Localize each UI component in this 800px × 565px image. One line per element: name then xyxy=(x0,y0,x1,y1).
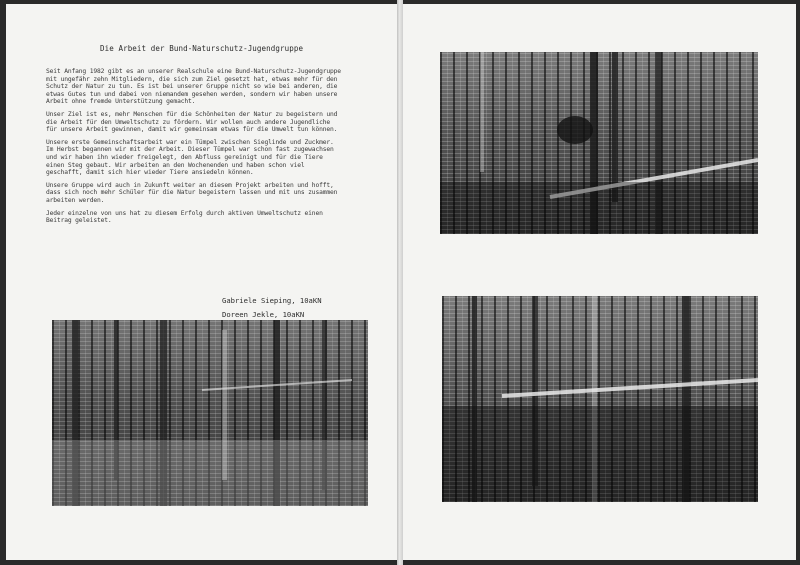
book-gutter xyxy=(397,0,403,565)
photo-forest-footbridge-bottom xyxy=(442,296,758,502)
signature-line-2: Doreen Jekle, 10aKN xyxy=(222,310,305,319)
paragraph-3: Unsere erste Gemeinschaftsarbeit war ein Tümpel zwischen Sieglinde und Zuckmer. Im Herbst begannen wir mit der Arbeit. Dieser Tümpel war schon fast zugewachsen und wir haben ihn wieder freigelegt, den Abfluss gereinigt und für die Tiere einen Steg gebaut. Wir arbeiten an den Wochenenden und haben schon viel geschafft, damit sich hier wieder Tiere ansiedeln können. xyxy=(46,138,334,177)
article-title: Die Arbeit der Bund-Naturschutz-Jugendgruppe xyxy=(100,44,304,53)
photo-forest-footbridge-top-image xyxy=(440,52,758,234)
paragraph-5: Jeder einzelne von uns hat zu diesem Erfolg durch aktiven Umweltschutz einen Beitrag geleistet. xyxy=(46,209,323,225)
photo-forest-pond-left xyxy=(52,320,368,506)
paragraph-4: Unsere Gruppe wird auch in Zukunft weiter an diesem Projekt arbeiten und hofft, dass sich noch mehr Schüler für die Natur begeistern lassen und mit uns zusammen arbeiten werden. xyxy=(46,181,338,204)
photo-forest-footbridge-top xyxy=(440,52,758,234)
paragraph-2: Unser Ziel ist es, mehr Menschen für die Schönheiten der Natur zu begeistern und die Arbeit für den Umweltschutz zu fördern. Wir wollen auch andere Jugendliche für unsere Arbeit gewinnen, damit wir gemeinsam etwas für die Umwelt tun können. xyxy=(46,110,338,134)
article-body xyxy=(46,68,344,230)
signature-line-1: Gabriele Sieping, 10aKN xyxy=(222,296,322,305)
photo-forest-pond-left-image xyxy=(52,320,368,506)
photo-forest-footbridge-bottom-image xyxy=(442,296,758,502)
paragraph-1: Seit Anfang 1982 gibt es an unserer Realschule eine Bund-Naturschutz-Jugendgruppe mit ungefähr zehn Mitgliedern, die sich zum Ziel gesetzt hat, etwas mehr für den Schutz der Natur zu tun. Es ist bei unserer Gruppe nicht so wie bei anderen, die etwas Gutes tun und dabei von niemandem gesehen werden, sondern wir haben unsere Arbeit ohne fremde Unterstützung gemacht. xyxy=(46,68,341,106)
